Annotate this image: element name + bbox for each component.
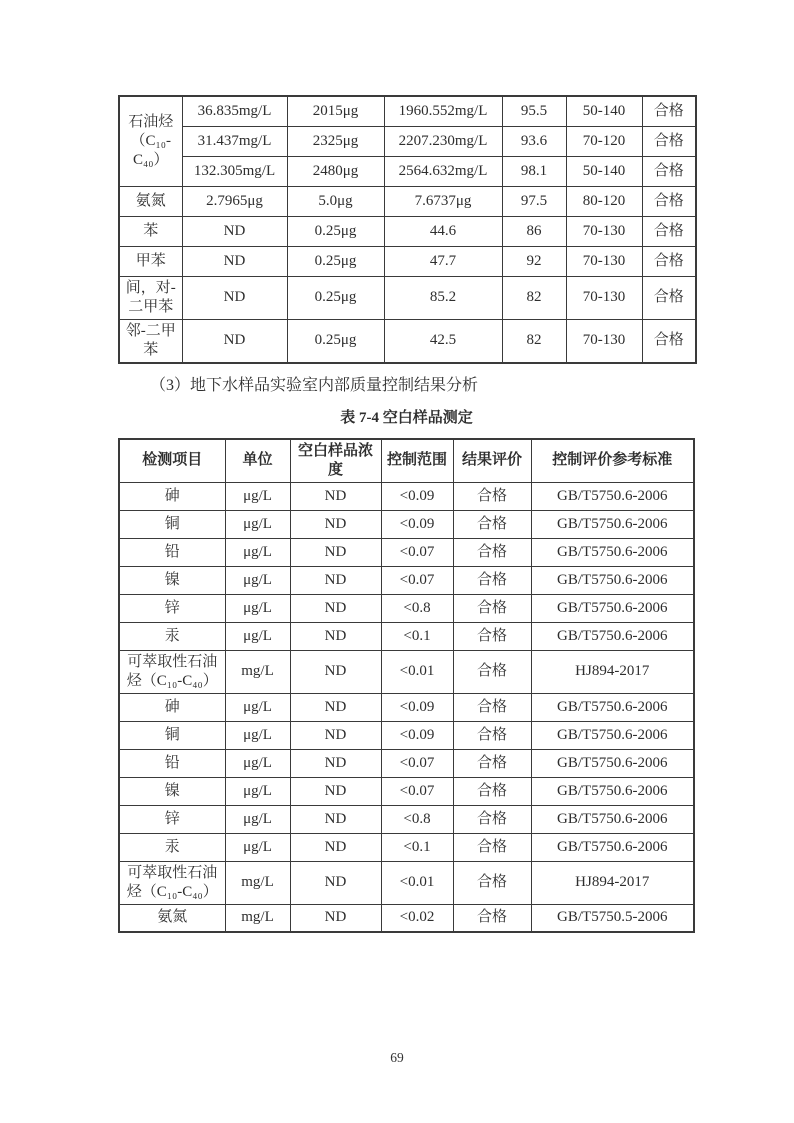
table-row — [119, 276, 696, 319]
table-cell: ND — [290, 861, 381, 904]
table-cell: 合格 — [453, 861, 531, 904]
table-cell: HJ894-2017 — [531, 861, 694, 904]
table-cell: <0.07 — [381, 777, 453, 805]
table-cell: μg/L — [225, 622, 290, 650]
page-number: 69 — [390, 1050, 404, 1065]
table-cell: 47.7 — [384, 246, 502, 276]
table-row — [119, 566, 694, 594]
table-cell: 锌 — [119, 805, 225, 833]
table-cell: <0.07 — [381, 566, 453, 594]
table-cell: 砷 — [119, 482, 225, 510]
table-row — [119, 777, 694, 805]
table-cell: 铅 — [119, 538, 225, 566]
table-cell: GB/T5750.6-2006 — [531, 566, 694, 594]
table-cell: <0.07 — [381, 538, 453, 566]
table-cell: 合格 — [453, 622, 531, 650]
table-cell: 苯 — [119, 216, 182, 246]
table-cell: 92 — [502, 246, 566, 276]
table-cell: 可萃取性石油烃（C₁₀-C₄₀） — [119, 650, 225, 693]
table-cell: GB/T5750.6-2006 — [531, 777, 694, 805]
table-cell: 合格 — [453, 566, 531, 594]
table-cell: 0.25μg — [287, 276, 384, 319]
table-cell: 合格 — [453, 721, 531, 749]
table-cell: μg/L — [225, 482, 290, 510]
blank-sample-table-body — [119, 482, 694, 932]
table-row — [119, 594, 694, 622]
table-cell: 70-120 — [566, 126, 642, 156]
table-cell: <0.09 — [381, 693, 453, 721]
table-cell: 合格 — [642, 319, 696, 363]
table-cell: 97.5 — [502, 186, 566, 216]
col-header-item: 检测项目 — [119, 439, 225, 483]
table-row — [119, 482, 694, 510]
table-row — [119, 805, 694, 833]
table-cell: μg/L — [225, 566, 290, 594]
table-cell: mg/L — [225, 904, 290, 932]
table-row — [119, 622, 694, 650]
table-cell: 合格 — [642, 276, 696, 319]
table-cell: 2207.230mg/L — [384, 126, 502, 156]
table-cell: GB/T5750.6-2006 — [531, 594, 694, 622]
table-cell: <0.01 — [381, 861, 453, 904]
table-cell: 可萃取性石油烃（C₁₀-C₄₀） — [119, 861, 225, 904]
table-cell: ND — [290, 721, 381, 749]
table-row — [119, 216, 696, 246]
table-cell: 31.437mg/L — [182, 126, 287, 156]
col-header-result-evaluation: 结果评价 — [453, 439, 531, 483]
table-row — [119, 186, 696, 216]
table-cell: 50-140 — [566, 96, 642, 126]
table-row — [119, 319, 696, 363]
table-row — [119, 861, 694, 904]
table-cell: 合格 — [642, 186, 696, 216]
table-cell: 132.305mg/L — [182, 156, 287, 186]
table-cell: ND — [182, 319, 287, 363]
table-cell: 70-130 — [566, 319, 642, 363]
table-cell: 镍 — [119, 566, 225, 594]
table-cell: GB/T5750.6-2006 — [531, 693, 694, 721]
table-cell: μg/L — [225, 749, 290, 777]
table-cell: ND — [290, 566, 381, 594]
table-cell: ND — [290, 693, 381, 721]
table-cell: 7.6737μg — [384, 186, 502, 216]
table-cell: 汞 — [119, 622, 225, 650]
table-cell: 锌 — [119, 594, 225, 622]
table-cell: 82 — [502, 319, 566, 363]
table-row — [119, 693, 694, 721]
table-cell: GB/T5750.6-2006 — [531, 482, 694, 510]
table-cell: 5.0μg — [287, 186, 384, 216]
table-cell: 70-130 — [566, 246, 642, 276]
table-cell: 铅 — [119, 749, 225, 777]
table-cell: 1960.552mg/L — [384, 96, 502, 126]
document-content — [118, 95, 695, 933]
table-cell: 合格 — [453, 482, 531, 510]
table-cell: 86 — [502, 216, 566, 246]
table-cell: 合格 — [453, 805, 531, 833]
table-cell: ND — [290, 777, 381, 805]
table-cell: GB/T5750.6-2006 — [531, 721, 694, 749]
table-cell: μg/L — [225, 510, 290, 538]
table-row — [119, 156, 696, 186]
table-cell: mg/L — [225, 861, 290, 904]
table-cell: <0.1 — [381, 622, 453, 650]
col-header-reference-standard: 控制评价参考标准 — [531, 439, 694, 483]
table-cell: HJ894-2017 — [531, 650, 694, 693]
table-row — [119, 749, 694, 777]
table-cell: 合格 — [453, 538, 531, 566]
table-cell: μg/L — [225, 594, 290, 622]
table-row — [119, 833, 694, 861]
table-cell: 80-120 — [566, 186, 642, 216]
table-cell: ND — [290, 510, 381, 538]
table-cell: 93.6 — [502, 126, 566, 156]
table-cell: 石油烃（C₁₀-C₄₀） — [119, 96, 182, 186]
table-caption: 表 7-4 空白样品测定 — [340, 409, 473, 426]
table-cell: 间，对-二甲苯 — [119, 276, 182, 319]
table-cell: 2564.632mg/L — [384, 156, 502, 186]
table-cell: μg/L — [225, 721, 290, 749]
table-cell: ND — [290, 650, 381, 693]
table-cell: ND — [182, 216, 287, 246]
table-header-row — [119, 439, 694, 483]
table-cell: 邻-二甲苯 — [119, 319, 182, 363]
table-cell: 2015μg — [287, 96, 384, 126]
table-cell: 合格 — [453, 510, 531, 538]
table-cell: μg/L — [225, 805, 290, 833]
table-cell: 砷 — [119, 693, 225, 721]
table-cell: 合格 — [642, 96, 696, 126]
table-cell: 2.7965μg — [182, 186, 287, 216]
table-cell: 氨氮 — [119, 904, 225, 932]
col-header-control-range: 控制范围 — [381, 439, 453, 483]
table-cell: 合格 — [453, 833, 531, 861]
table-cell: 42.5 — [384, 319, 502, 363]
col-header-blank-concentration: 空白样品浓度 — [290, 439, 381, 483]
table-cell: ND — [290, 482, 381, 510]
table-cell: 汞 — [119, 833, 225, 861]
table-cell: <0.02 — [381, 904, 453, 932]
table-cell: <0.09 — [381, 482, 453, 510]
table-cell: ND — [290, 805, 381, 833]
table-cell: ND — [290, 594, 381, 622]
table-cell: 氨氮 — [119, 186, 182, 216]
table-cell: <0.09 — [381, 510, 453, 538]
table-cell: ND — [290, 833, 381, 861]
table-cell: 合格 — [642, 216, 696, 246]
table-cell: 82 — [502, 276, 566, 319]
table-row — [119, 721, 694, 749]
table-cell: GB/T5750.6-2006 — [531, 805, 694, 833]
table-cell: 合格 — [453, 904, 531, 932]
table-cell: μg/L — [225, 777, 290, 805]
table-cell: 50-140 — [566, 156, 642, 186]
table-cell: 镍 — [119, 777, 225, 805]
blank-sample-table-header — [119, 439, 694, 483]
table-cell: μg/L — [225, 693, 290, 721]
table-cell: <0.1 — [381, 833, 453, 861]
table-cell: <0.09 — [381, 721, 453, 749]
table-cell: 2480μg — [287, 156, 384, 186]
table-cell: 70-130 — [566, 216, 642, 246]
table-cell: 2325μg — [287, 126, 384, 156]
table-cell: 甲苯 — [119, 246, 182, 276]
table-row — [119, 246, 696, 276]
table-cell: 合格 — [642, 156, 696, 186]
qc-recovery-table-body — [119, 96, 696, 363]
table-cell: GB/T5750.6-2006 — [531, 749, 694, 777]
qc-recovery-table — [118, 95, 697, 364]
table-row — [119, 650, 694, 693]
table-cell: 合格 — [453, 777, 531, 805]
table-cell: <0.01 — [381, 650, 453, 693]
table-cell: GB/T5750.6-2006 — [531, 538, 694, 566]
table-cell: μg/L — [225, 538, 290, 566]
table-cell: ND — [290, 538, 381, 566]
table-cell: mg/L — [225, 650, 290, 693]
table-cell: 合格 — [642, 126, 696, 156]
table-cell: <0.8 — [381, 594, 453, 622]
table-cell: 36.835mg/L — [182, 96, 287, 126]
table-cell: 合格 — [453, 594, 531, 622]
table-cell: <0.8 — [381, 805, 453, 833]
table-cell: μg/L — [225, 833, 290, 861]
col-header-unit: 单位 — [225, 439, 290, 483]
table-cell: 0.25μg — [287, 216, 384, 246]
table-cell: 70-130 — [566, 276, 642, 319]
table-cell: GB/T5750.6-2006 — [531, 833, 694, 861]
table-cell: ND — [182, 276, 287, 319]
blank-sample-table — [118, 438, 695, 934]
table-cell: 98.1 — [502, 156, 566, 186]
table-cell: 0.25μg — [287, 319, 384, 363]
table-row — [119, 538, 694, 566]
table-cell: 44.6 — [384, 216, 502, 246]
section-heading: （3）地下水样品实验室内部质量控制结果分析 — [150, 376, 479, 394]
table-cell: 铜 — [119, 510, 225, 538]
table-cell: 95.5 — [502, 96, 566, 126]
table-cell: 0.25μg — [287, 246, 384, 276]
table-cell: 85.2 — [384, 276, 502, 319]
table-cell: GB/T5750.6-2006 — [531, 510, 694, 538]
table-cell: ND — [290, 904, 381, 932]
table-row — [119, 510, 694, 538]
table-row — [119, 96, 696, 126]
table-cell: 合格 — [453, 693, 531, 721]
table-cell: ND — [182, 246, 287, 276]
table-cell: 铜 — [119, 721, 225, 749]
table-cell: ND — [290, 622, 381, 650]
table-cell: <0.07 — [381, 749, 453, 777]
table-cell: GB/T5750.5-2006 — [531, 904, 694, 932]
table-cell: 合格 — [453, 650, 531, 693]
table-cell: ND — [290, 749, 381, 777]
table-cell: 合格 — [453, 749, 531, 777]
table-row — [119, 126, 696, 156]
table-cell: 合格 — [642, 246, 696, 276]
table-cell: GB/T5750.6-2006 — [531, 622, 694, 650]
table-row — [119, 904, 694, 932]
